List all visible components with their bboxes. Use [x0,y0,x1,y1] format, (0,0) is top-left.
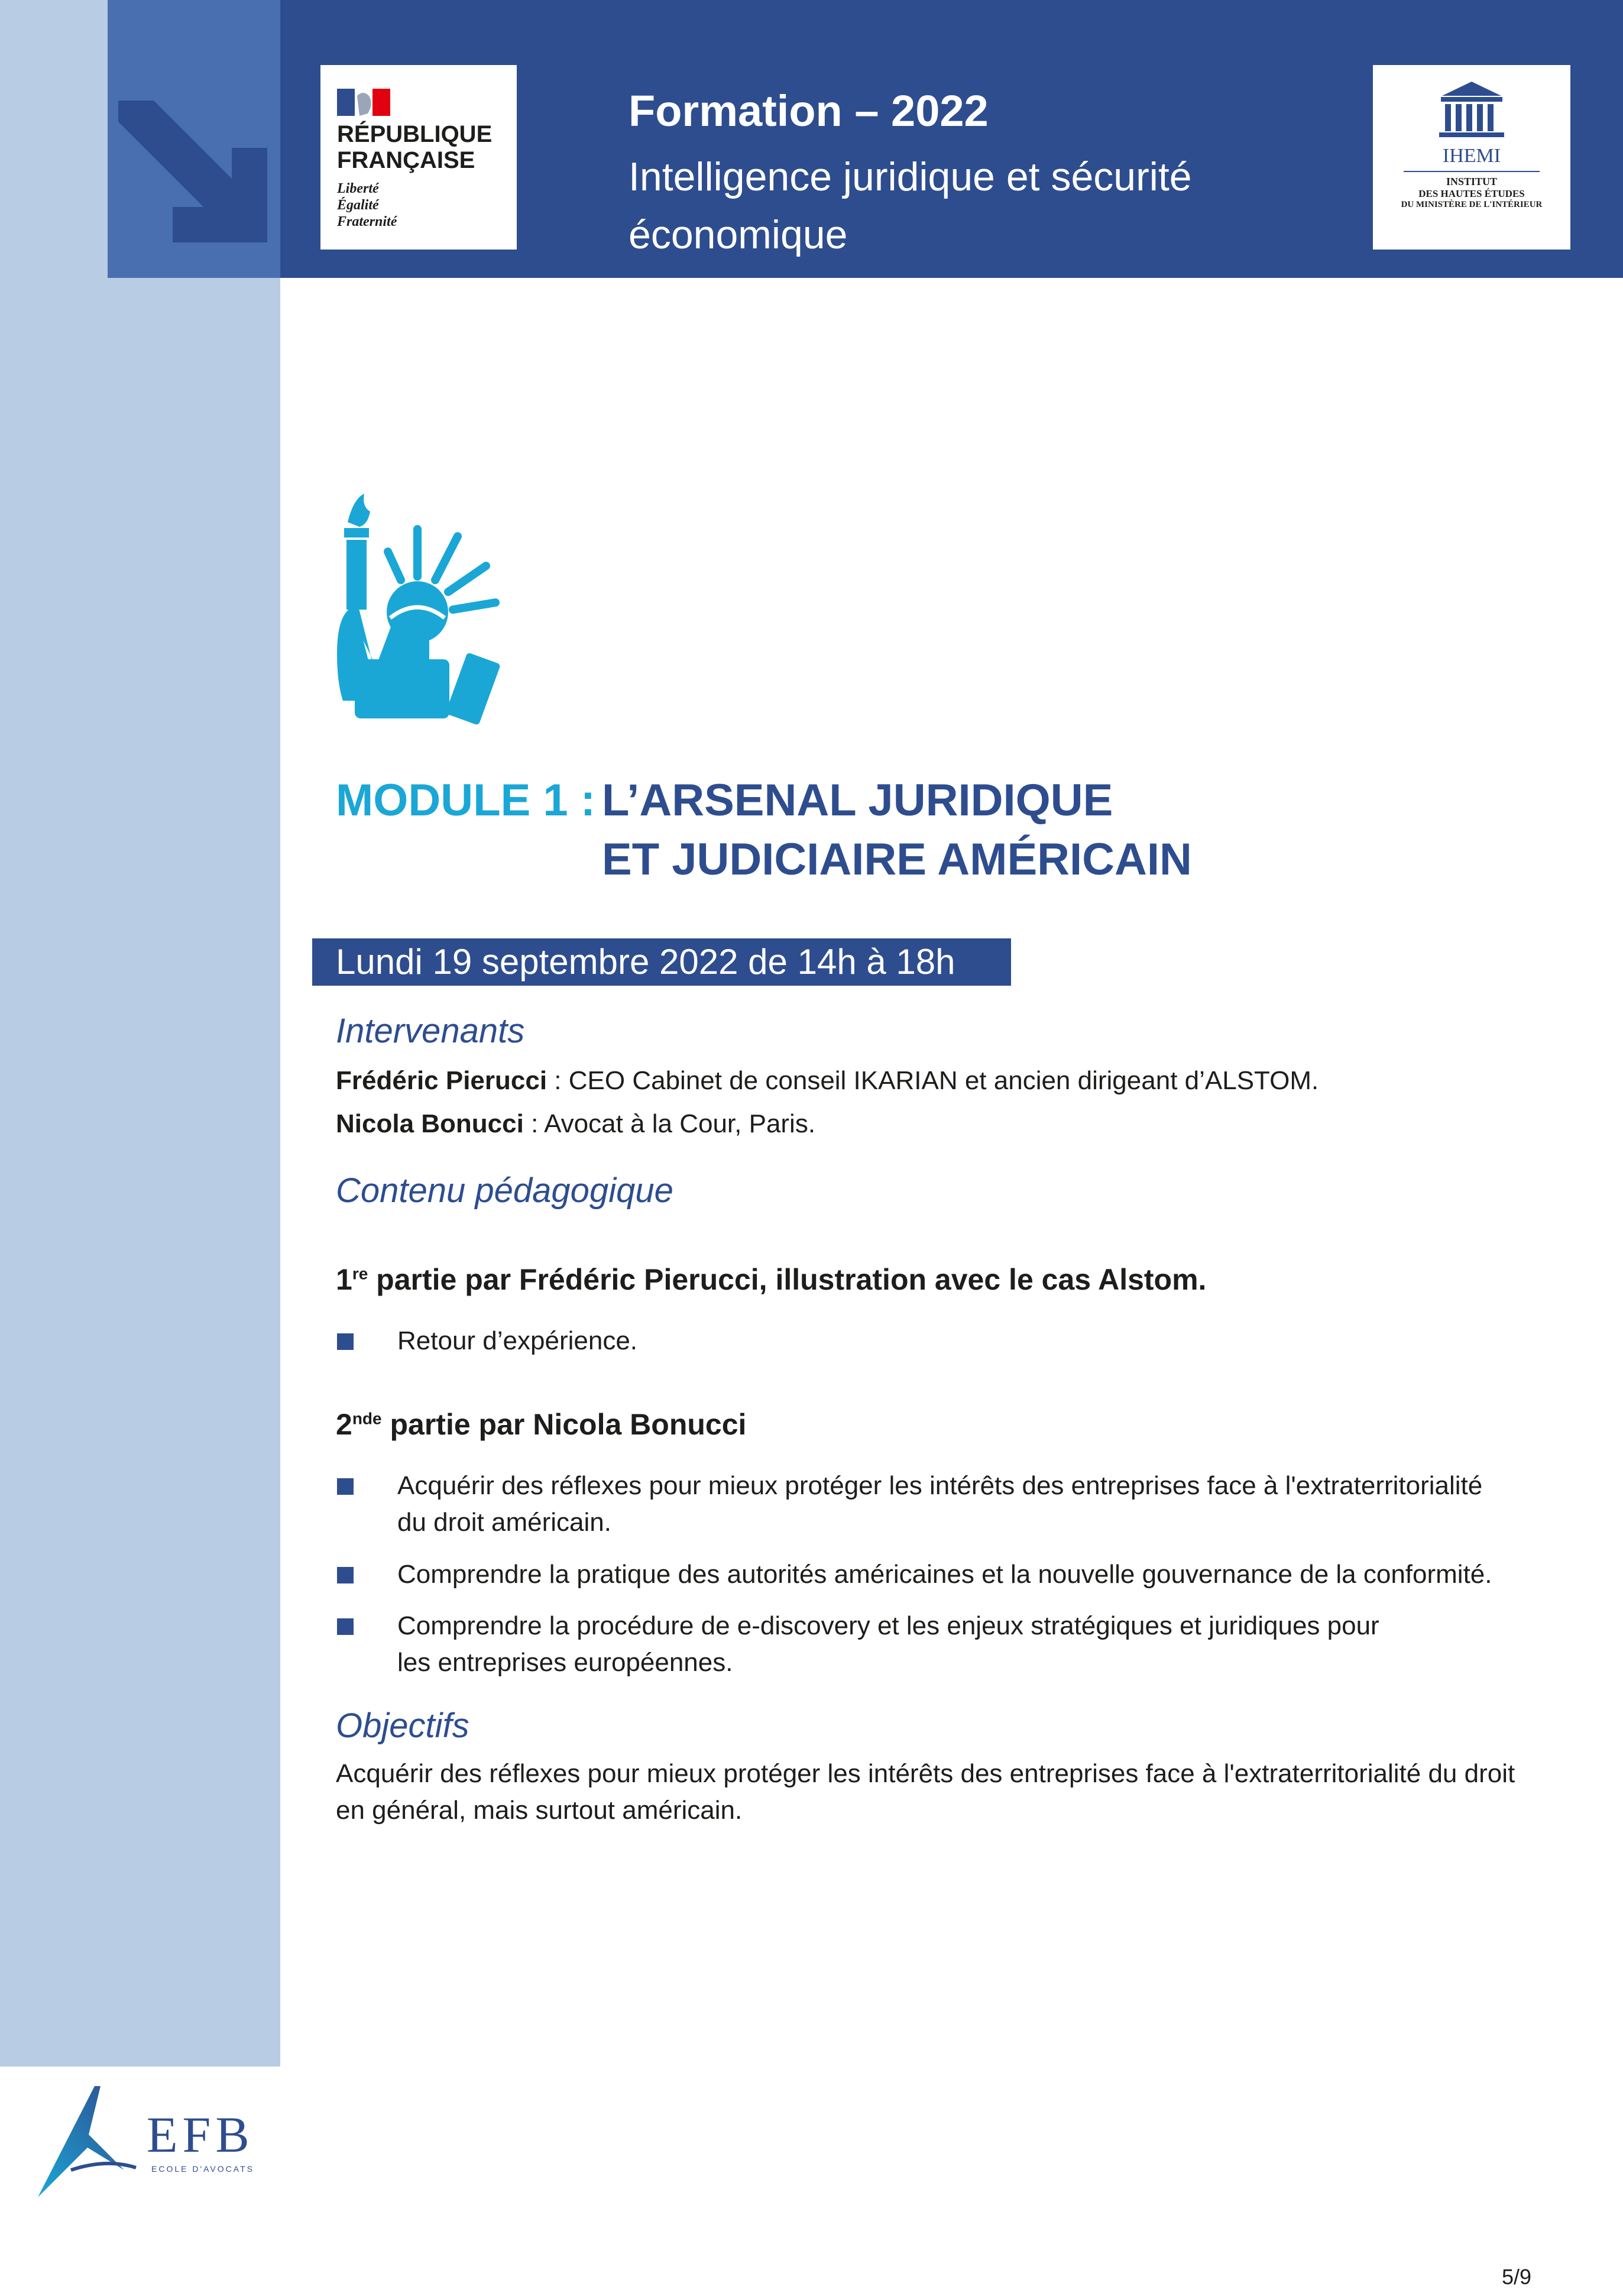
bullet-square [337,1567,354,1583]
ihemi-logo [1373,65,1570,250]
efb-logo [35,2081,260,2200]
intervenant-2 [336,1109,815,1139]
arrow-band [108,0,280,278]
objectifs-line2: en général, mais surtout américain. [336,1796,743,1825]
part1-number: 1 [336,1263,352,1296]
bullet-square [337,1333,354,1350]
page-number: 5/9 [1501,2265,1531,2289]
temple-icon [1373,65,1570,148]
part2-sup: nde [352,1409,382,1428]
rf-line1: RÉPUBLIQUE [337,121,493,147]
header-title: Formation – 2022 [629,86,989,135]
rf-motto-3: Fraternité [337,214,397,229]
module-title-line2: ET JUDICIAIRE AMÉRICAIN [602,834,1192,885]
rf-motto [337,180,397,230]
header-subtitle-line1: Intelligence juridique et sécurité [629,154,1192,199]
part2-heading [336,1407,746,1442]
intervenant-1-role: : CEO Cabinet de conseil IKARIAN et ancien dirigeant d’ALSTOM. [547,1066,1319,1095]
part1-text: partie par Frédéric Pierucci, illustration avec le cas Alstom. [368,1263,1207,1296]
date-bar: Lundi 19 septembre 2022 de 14h à 18h [312,938,1011,986]
part2-number: 2 [336,1408,352,1441]
ihemi-line1: INSTITUT [1446,176,1498,187]
ihemi-line2: DES HAUTES ÉTUDES [1418,188,1525,199]
ihemi-text [1373,145,1570,210]
ihemi-divider [1404,171,1540,172]
rf-name [337,121,492,173]
objectifs-heading: Objectifs [336,1706,469,1745]
module-title-line1: L’ARSENAL JURIDIQUE [602,775,1113,825]
intervenant-1-name: Frédéric Pierucci [336,1066,548,1095]
module-label: MODULE 1 : [336,775,596,825]
sidebar-band [0,0,280,2067]
part2-bullet-3-line1: Comprendre la procédure de e-discovery et les enjeux stratégiques et juridiques pour [397,1611,1379,1640]
part2-bullet-3 [397,1608,1379,1681]
statue-of-liberty-icon [331,494,503,730]
intervenants-heading: Intervenants [336,1012,525,1050]
ihemi-line3: DU MINISTÈRE DE L'INTÉRIEUR [1401,200,1543,209]
part2-text: partie par Nicola Bonucci [381,1408,747,1441]
intervenant-2-role: : Avocat à la Cour, Paris. [523,1109,816,1138]
objectifs-line1: Acquérir des réflexes pour mieux protéger les intérêts des entreprises face à l'extraterritorialité du droit [336,1759,1515,1788]
part2-bullet-1-line1: Acquérir des réflexes pour mieux protéger les intérêts des entreprises face à l'extraterritorialité [397,1471,1483,1500]
intervenant-2-name: Nicola Bonucci [336,1109,524,1138]
intervenant-1 [336,1066,1319,1096]
bullet-square [337,1618,354,1635]
efb-a-icon [35,2081,142,2200]
part1-bullet-1: Retour d’expérience. [397,1326,638,1355]
rf-motto-1: Liberté [337,181,379,196]
efb-tagline: ECOLE D'AVOCATS [151,2164,254,2174]
republique-francaise-logo [320,65,517,250]
arrow-down-right-icon [108,0,280,278]
efb-name: EFB [147,2106,254,2163]
part2-bullet-1 [397,1468,1482,1541]
part2-bullet-2: Comprendre la pratique des autorités américaines et la nouvelle gouvernance de la conformité. [397,1560,1492,1589]
part1-sup: re [352,1264,368,1283]
rf-line2: FRANÇAISE [337,147,475,173]
contenu-heading: Contenu pédagogique [336,1171,673,1210]
ihemi-name: IHEMI [1442,145,1501,167]
rf-motto-2: Égalité [337,197,379,213]
part1-heading [336,1262,1206,1297]
header-subtitle-line2: économique [629,212,848,257]
part2-bullet-1-line2: du droit américain. [397,1508,611,1537]
bullet-square [337,1478,354,1495]
part2-bullet-3-line2: les entreprises européennes. [397,1648,733,1677]
